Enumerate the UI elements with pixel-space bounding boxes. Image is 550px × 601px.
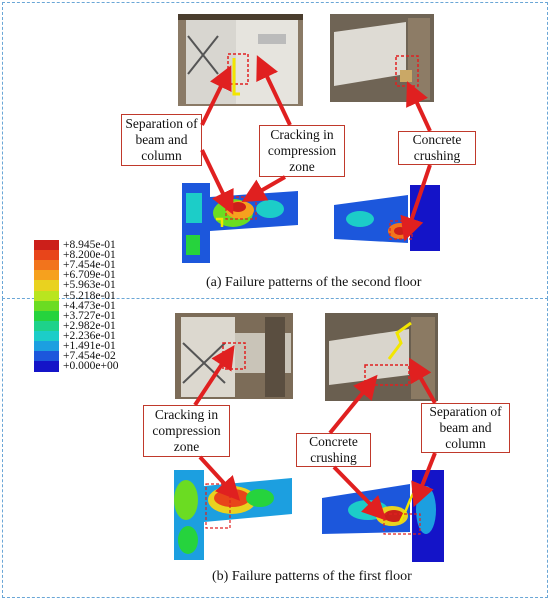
panel-a-callout-crushing: Concrete crushing <box>398 131 476 165</box>
panel-a-caption: (a) Failure patterns of the second floor <box>206 275 422 290</box>
panel-a-callout-separation: Separation of beam and column <box>121 114 202 166</box>
legend-label: +5.963e-01 <box>63 279 116 292</box>
panel-b-caption: (b) Failure patterns of the first floor <box>212 569 412 584</box>
panel-b-callout-separation: Separation of beam and column <box>421 403 510 453</box>
legend-label: +8.945e-01 <box>63 239 116 251</box>
legend-label: +7.454e-01 <box>63 259 116 272</box>
panel-b-callout-cracking: Cracking in compression zone <box>143 405 230 457</box>
legend-label: +0.000e+00 <box>63 360 119 373</box>
legend-label: +8.200e-01 <box>63 249 116 262</box>
legend-label: +3.727e-01 <box>63 309 116 322</box>
legend-label: +5.218e-01 <box>63 289 116 302</box>
legend-label: +1.491e-01 <box>63 340 116 352</box>
legend-label: +7.454e-02 <box>63 350 116 363</box>
legend-label: +6.709e-01 <box>63 269 116 282</box>
legend-label: +4.473e-01 <box>63 299 116 312</box>
panel-a-callout-cracking: Cracking in compression zone <box>259 125 345 177</box>
legend-label: +2.982e-01 <box>63 319 116 332</box>
legend-label: +2.236e-01 <box>63 329 116 342</box>
panel-b-callout-crushing: Concrete crushing <box>296 433 371 467</box>
